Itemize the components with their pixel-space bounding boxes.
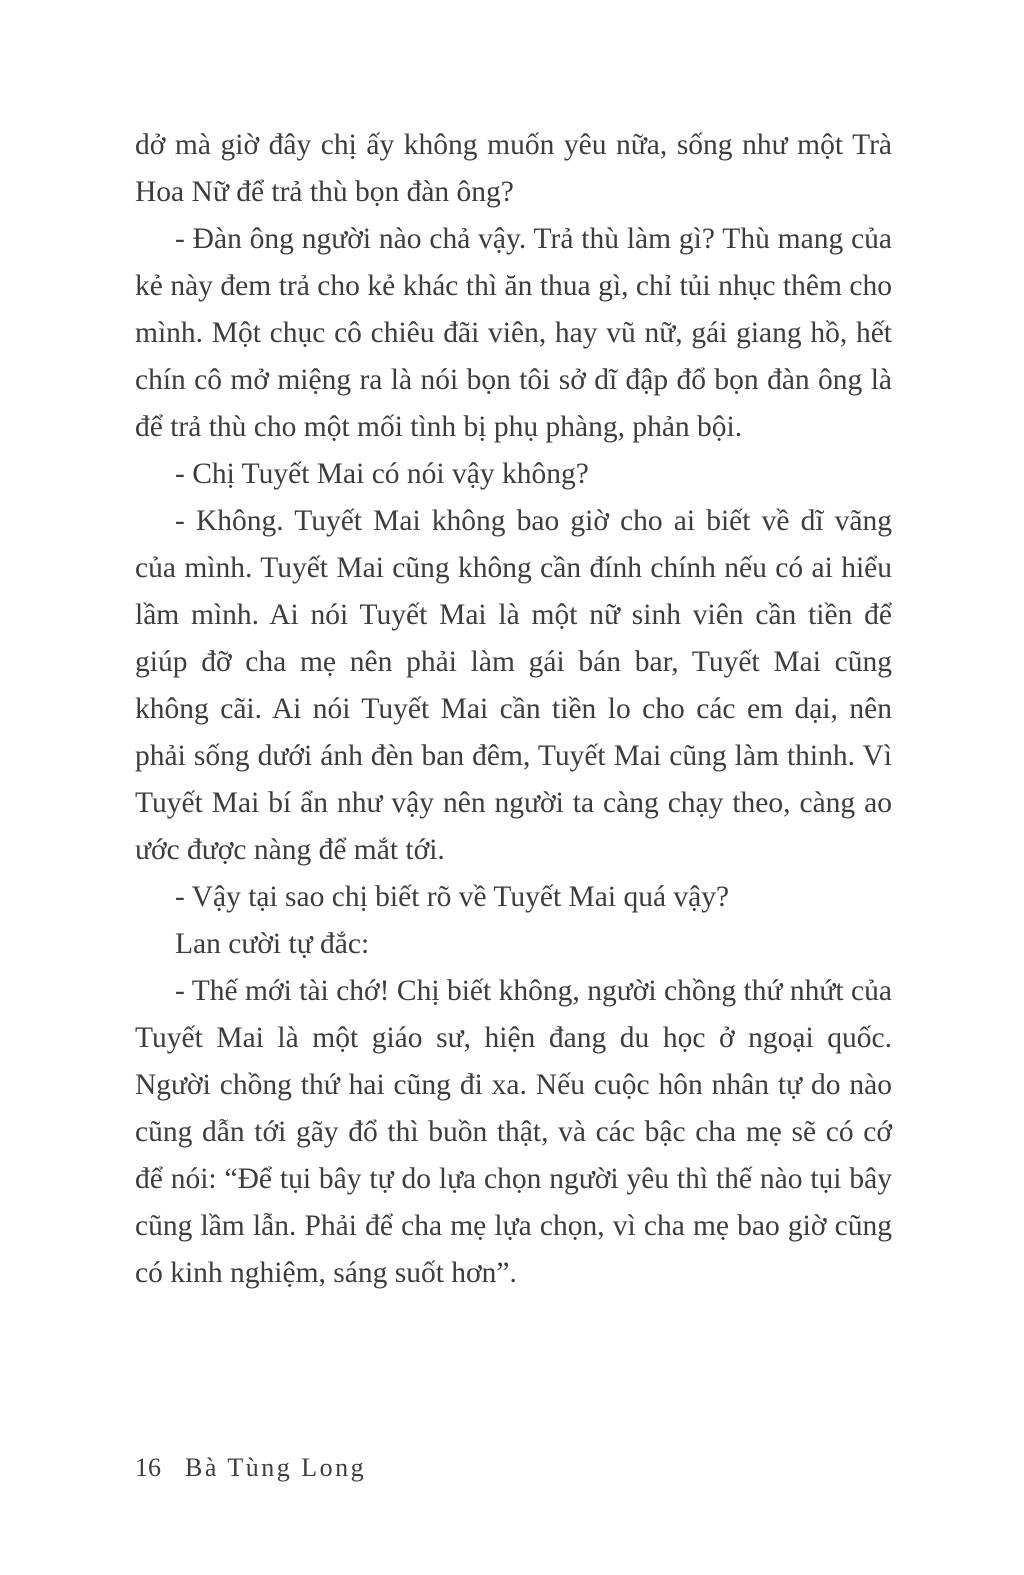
- page-footer: [135, 1453, 366, 1483]
- page-number: 16: [135, 1453, 161, 1482]
- paragraph-1: dở mà giờ đây chị ấy không muốn yêu nữa, sống như một Trà Hoa Nữ để trả thù bọn đàn ông?: [135, 129, 892, 208]
- paragraph-6: Lan cười tự đắc:: [175, 928, 370, 960]
- paragraph-5: - Vậy tại sao chị biết rõ về Tuyết Mai quá vậy?: [175, 881, 730, 913]
- paragraph-3: - Chị Tuyết Mai có nói vậy không?: [175, 458, 589, 490]
- author-name: Bà Tùng Long: [185, 1453, 367, 1482]
- paragraph-7: - Thế mới tài chớ! Chị biết không, người chồng thứ nhứt của Tuyết Mai là một giáo sư, hiện đang du học ở ngoại quốc. Người chồng thứ hai cũng đi xa. Nếu cuộc hôn nhân tự do nào cũng dẫn tới gãy đổ thì buồn thật, và các bậc cha mẹ sẽ có cớ để nói: “Để tụi bây tự do lựa chọn người yêu thì thế nào tụi bây cũng lầm lẫn. Phải để cha mẹ lựa chọn, vì cha mẹ bao giờ cũng có kinh nghiệm, sáng suốt hơn”.: [135, 975, 892, 1289]
- paragraph-4: - Không. Tuyết Mai không bao giờ cho ai biết về dĩ vãng của mình. Tuyết Mai cũng không cần đính chính nếu có ai hiểu lầm mình. Ai nói Tuyết Mai là một nữ sinh viên cần tiền để giúp đỡ cha mẹ nên phải làm gái bán bar, Tuyết Mai cũng không cãi. Ai nói Tuyết Mai cần tiền lo cho các em dại, nên phải sống dưới ánh đèn ban đêm, Tuyết Mai cũng làm thinh. Vì Tuyết Mai bí ẩn như vậy nên người ta càng chạy theo, càng ao ước được nàng để mắt tới.: [135, 505, 892, 866]
- paragraph-2: - Đàn ông người nào chả vậy. Trả thù làm gì? Thù mang của kẻ này đem trả cho kẻ khác thì ăn thua gì, chỉ tủi nhục thêm cho mình. Một chục cô chiêu đãi viên, hay vũ nữ, gái giang hồ, hết chín cô mở miệng ra là nói bọn tôi sở dĩ đập đổ bọn đàn ông là để trả thù cho một mối tình bị phụ phàng, phản bội.: [135, 223, 892, 443]
- body-text: [135, 122, 892, 1297]
